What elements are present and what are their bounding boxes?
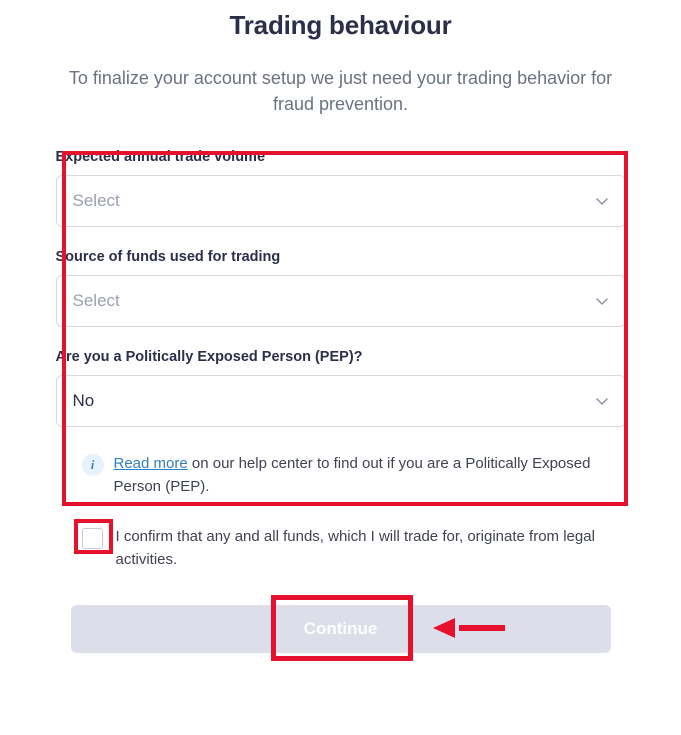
field-label: Expected annual trade volume	[55, 149, 266, 166]
funds-confirmation-label: I confirm that any and all funds, which I will trade for, originate from legal activities.	[115, 528, 595, 568]
read-more-link[interactable]: Read more	[113, 455, 188, 473]
field-label: Source of funds used for trading	[55, 249, 281, 266]
trading-behaviour-form	[56, 149, 626, 653]
trading-behaviour-page	[0, 10, 681, 735]
expected-annual-trade-volume-select[interactable]	[56, 175, 626, 227]
field-expected-annual-trade-volume	[56, 149, 626, 227]
chevron-down-icon	[595, 294, 609, 308]
select-value: Select	[72, 191, 120, 211]
field-source-of-funds	[56, 249, 626, 327]
select-value: No	[72, 391, 95, 411]
continue-button[interactable]: Continue	[71, 605, 611, 653]
page-subtitle: To finalize your account setup we just need your trading behavior for fraud prevention.	[68, 68, 613, 115]
info-icon: i	[82, 454, 104, 476]
field-politically-exposed-person	[56, 349, 626, 427]
pep-info-row	[82, 453, 602, 498]
politically-exposed-person-select[interactable]	[56, 375, 626, 427]
chevron-down-icon	[595, 194, 609, 208]
field-label: Are you a Politically Exposed Person (PEP)?	[55, 349, 363, 366]
funds-confirmation-row	[82, 526, 602, 571]
select-value: Select	[72, 291, 120, 311]
source-of-funds-select[interactable]	[56, 275, 626, 327]
funds-confirmation-checkbox[interactable]	[82, 528, 103, 549]
chevron-down-icon	[595, 394, 609, 408]
pep-info-rest: on our help center to find out if you are a Politically Exposed Person (PEP).	[113, 455, 591, 495]
page-title: Trading behaviour	[229, 10, 452, 40]
pep-info-text	[114, 453, 602, 498]
continue-button-wrap	[71, 605, 611, 653]
